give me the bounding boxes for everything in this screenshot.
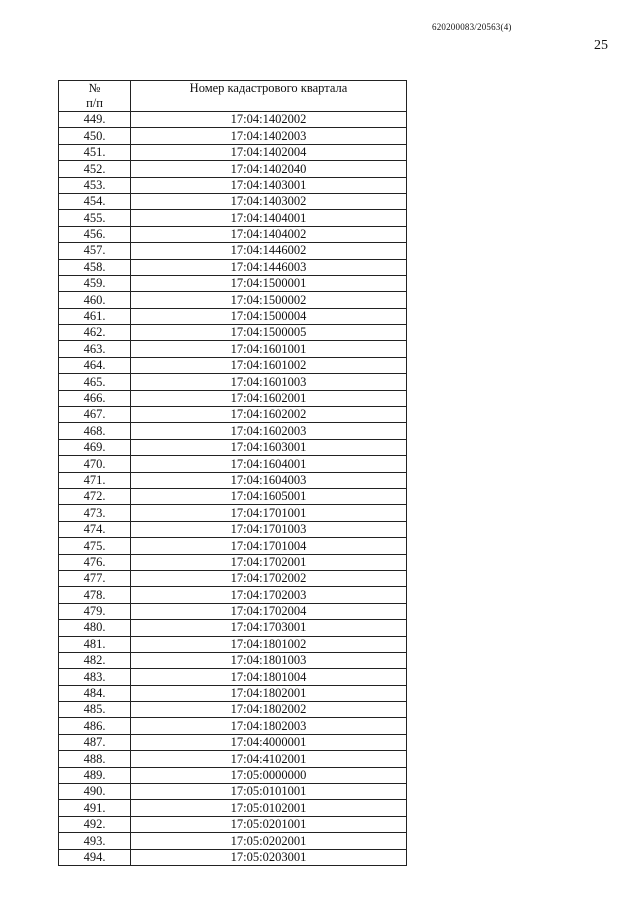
cadastral-number-cell: 17:04:1605001 xyxy=(131,488,407,504)
row-number-header-line1: № xyxy=(88,81,101,95)
row-number-cell: 456. xyxy=(59,226,131,242)
table-row xyxy=(59,357,407,373)
row-number-cell: 473. xyxy=(59,505,131,521)
cadastral-number-cell: 17:04:1403001 xyxy=(131,177,407,193)
table-row xyxy=(59,259,407,275)
table-row xyxy=(59,669,407,685)
table-row xyxy=(59,472,407,488)
row-number-cell: 470. xyxy=(59,456,131,472)
cadastral-number-cell: 17:04:1601001 xyxy=(131,341,407,357)
table-row xyxy=(59,193,407,209)
table-row xyxy=(59,816,407,832)
table-row xyxy=(59,767,407,783)
cadastral-number-cell: 17:04:1801002 xyxy=(131,636,407,652)
table-row xyxy=(59,751,407,767)
cadastral-number-cell: 17:05:0101001 xyxy=(131,784,407,800)
cadastral-number-cell: 17:04:1602003 xyxy=(131,423,407,439)
row-number-cell: 457. xyxy=(59,243,131,259)
document-code: 620200083/20563(4) xyxy=(432,22,512,32)
table-row xyxy=(59,325,407,341)
row-number-cell: 465. xyxy=(59,374,131,390)
table-row xyxy=(59,374,407,390)
cadastral-number-cell: 17:04:1602002 xyxy=(131,407,407,423)
cadastral-number-cell: 17:04:1802001 xyxy=(131,685,407,701)
table-row xyxy=(59,177,407,193)
row-number-cell: 478. xyxy=(59,587,131,603)
table-row xyxy=(59,226,407,242)
cadastral-number-cell: 17:05:0203001 xyxy=(131,849,407,865)
cadastral-quarters-table xyxy=(58,80,407,866)
row-number-cell: 468. xyxy=(59,423,131,439)
row-number-cell: 454. xyxy=(59,193,131,209)
table-row xyxy=(59,161,407,177)
table-row xyxy=(59,112,407,128)
cadastral-number-cell: 17:04:1703001 xyxy=(131,620,407,636)
row-number-cell: 485. xyxy=(59,702,131,718)
row-number-header xyxy=(59,81,131,112)
cadastral-number-header: Номер кадастрового квартала xyxy=(131,81,407,112)
cadastral-number-cell: 17:04:1446003 xyxy=(131,259,407,275)
row-number-cell: 480. xyxy=(59,620,131,636)
row-number-cell: 487. xyxy=(59,734,131,750)
row-number-cell: 486. xyxy=(59,718,131,734)
row-number-cell: 481. xyxy=(59,636,131,652)
cadastral-number-cell: 17:05:0201001 xyxy=(131,816,407,832)
row-number-cell: 489. xyxy=(59,767,131,783)
table-row xyxy=(59,439,407,455)
cadastral-number-cell: 17:04:1402002 xyxy=(131,112,407,128)
cadastral-number-cell: 17:04:1402040 xyxy=(131,161,407,177)
row-number-cell: 462. xyxy=(59,325,131,341)
table-row xyxy=(59,587,407,603)
cadastral-number-cell: 17:04:1446002 xyxy=(131,243,407,259)
row-number-cell: 476. xyxy=(59,554,131,570)
cadastral-number-cell: 17:04:1603001 xyxy=(131,439,407,455)
cadastral-number-cell: 17:04:1802003 xyxy=(131,718,407,734)
table-row xyxy=(59,685,407,701)
cadastral-number-cell: 17:04:1404001 xyxy=(131,210,407,226)
table-row xyxy=(59,341,407,357)
row-number-cell: 474. xyxy=(59,521,131,537)
table-row xyxy=(59,784,407,800)
cadastral-number-cell: 17:04:1702002 xyxy=(131,570,407,586)
table-row xyxy=(59,505,407,521)
table-row xyxy=(59,652,407,668)
table-row xyxy=(59,521,407,537)
table-row xyxy=(59,718,407,734)
row-number-cell: 451. xyxy=(59,144,131,160)
table-row xyxy=(59,308,407,324)
row-number-cell: 455. xyxy=(59,210,131,226)
row-number-cell: 452. xyxy=(59,161,131,177)
table-row xyxy=(59,620,407,636)
table-row xyxy=(59,456,407,472)
table-row xyxy=(59,702,407,718)
row-number-cell: 491. xyxy=(59,800,131,816)
cadastral-number-cell: 17:04:1701004 xyxy=(131,538,407,554)
row-number-cell: 463. xyxy=(59,341,131,357)
cadastral-number-cell: 17:04:1500001 xyxy=(131,275,407,291)
row-number-cell: 458. xyxy=(59,259,131,275)
table-row xyxy=(59,275,407,291)
row-number-cell: 450. xyxy=(59,128,131,144)
cadastral-number-cell: 17:04:1701003 xyxy=(131,521,407,537)
row-number-cell: 449. xyxy=(59,112,131,128)
cadastral-number-cell: 17:04:1702001 xyxy=(131,554,407,570)
table-row xyxy=(59,488,407,504)
cadastral-number-cell: 17:04:1402004 xyxy=(131,144,407,160)
table-row xyxy=(59,407,407,423)
table-body xyxy=(59,112,407,866)
row-number-header-line2: п/п xyxy=(86,96,103,110)
cadastral-number-cell: 17:04:1402003 xyxy=(131,128,407,144)
row-number-cell: 464. xyxy=(59,357,131,373)
table-row xyxy=(59,538,407,554)
row-number-cell: 475. xyxy=(59,538,131,554)
table-row xyxy=(59,603,407,619)
table-row xyxy=(59,292,407,308)
table-header-row xyxy=(59,81,407,112)
row-number-cell: 488. xyxy=(59,751,131,767)
row-number-cell: 493. xyxy=(59,833,131,849)
row-number-cell: 483. xyxy=(59,669,131,685)
row-number-cell: 469. xyxy=(59,439,131,455)
row-number-cell: 466. xyxy=(59,390,131,406)
table-row xyxy=(59,636,407,652)
cadastral-number-cell: 17:04:1801003 xyxy=(131,652,407,668)
row-number-cell: 453. xyxy=(59,177,131,193)
cadastral-number-cell: 17:04:1404002 xyxy=(131,226,407,242)
cadastral-number-cell: 17:04:1601002 xyxy=(131,357,407,373)
row-number-cell: 472. xyxy=(59,488,131,504)
row-number-cell: 492. xyxy=(59,816,131,832)
cadastral-number-cell: 17:04:1802002 xyxy=(131,702,407,718)
table-row xyxy=(59,210,407,226)
row-number-cell: 471. xyxy=(59,472,131,488)
row-number-cell: 479. xyxy=(59,603,131,619)
cadastral-number-cell: 17:04:4000001 xyxy=(131,734,407,750)
cadastral-number-cell: 17:04:1702003 xyxy=(131,587,407,603)
table-row xyxy=(59,423,407,439)
cadastral-number-cell: 17:04:1604001 xyxy=(131,456,407,472)
cadastral-number-cell: 17:04:1500004 xyxy=(131,308,407,324)
cadastral-number-cell: 17:05:0202001 xyxy=(131,833,407,849)
row-number-cell: 459. xyxy=(59,275,131,291)
cadastral-number-cell: 17:04:1602001 xyxy=(131,390,407,406)
table-row xyxy=(59,849,407,865)
cadastral-number-cell: 17:04:1702004 xyxy=(131,603,407,619)
table-row xyxy=(59,554,407,570)
cadastral-number-cell: 17:04:1403002 xyxy=(131,193,407,209)
row-number-cell: 482. xyxy=(59,652,131,668)
row-number-cell: 460. xyxy=(59,292,131,308)
table-row xyxy=(59,800,407,816)
cadastral-number-cell: 17:04:4102001 xyxy=(131,751,407,767)
table-row xyxy=(59,734,407,750)
row-number-cell: 494. xyxy=(59,849,131,865)
cadastral-number-cell: 17:05:0102001 xyxy=(131,800,407,816)
cadastral-number-cell: 17:04:1801004 xyxy=(131,669,407,685)
table-row xyxy=(59,144,407,160)
table-row xyxy=(59,833,407,849)
table-row xyxy=(59,243,407,259)
table-row xyxy=(59,570,407,586)
cadastral-number-cell: 17:04:1701001 xyxy=(131,505,407,521)
cadastral-number-cell: 17:04:1604003 xyxy=(131,472,407,488)
row-number-cell: 484. xyxy=(59,685,131,701)
table-row xyxy=(59,390,407,406)
cadastral-number-cell: 17:05:0000000 xyxy=(131,767,407,783)
row-number-cell: 477. xyxy=(59,570,131,586)
cadastral-number-cell: 17:04:1500005 xyxy=(131,325,407,341)
table-row xyxy=(59,128,407,144)
page-number: 25 xyxy=(594,38,608,53)
row-number-cell: 461. xyxy=(59,308,131,324)
cadastral-number-cell: 17:04:1601003 xyxy=(131,374,407,390)
cadastral-number-cell: 17:04:1500002 xyxy=(131,292,407,308)
row-number-cell: 490. xyxy=(59,784,131,800)
row-number-cell: 467. xyxy=(59,407,131,423)
